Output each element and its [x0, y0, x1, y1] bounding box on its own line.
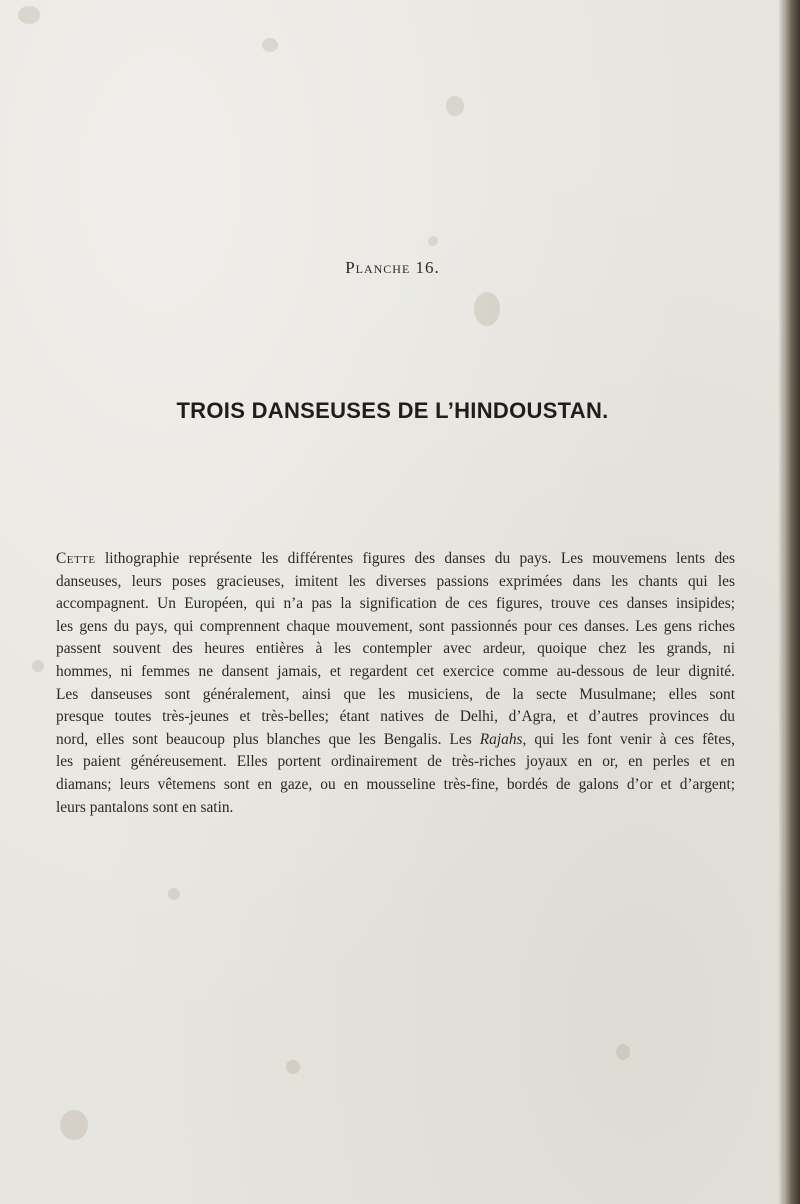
text-line: les paient généreusement. Elles portent ordinairement de très-riches joyaux en or, en perles et en	[56, 753, 735, 771]
italic-word: Rajahs	[479, 730, 523, 748]
body-paragraph	[56, 548, 735, 819]
text-line: les gens du pays, qui comprennent chaque mouvement, sont passionnés pour ces danses. Les gens riches	[56, 617, 735, 635]
foxing-spot	[428, 236, 438, 246]
foxing-spot	[60, 1110, 88, 1140]
text-line: presque toutes très-jeunes et très-belles; étant natives de Delhi, d’Agra, et d’autres provinces du	[56, 708, 735, 726]
text-line: passent souvent des heures entières à les contempler avec ardeur, quoique chez les grands, ni	[56, 640, 735, 658]
plate-label: Planche 16.	[345, 258, 440, 277]
foxing-spot	[474, 292, 500, 326]
text-line: Cette lithographie représente les différentes figures des danses du pays. Les mouvemens lents des	[56, 550, 735, 567]
foxing-spot	[32, 660, 44, 672]
text-line: nord, elles sont beaucoup plus blanches que les Bengalis. Les Rajahs, qui les font venir à ces fêtes,	[56, 730, 735, 748]
foxing-spot	[446, 96, 464, 116]
text-line: danseuses, leurs poses gracieuses, imitent les diverses passions exprimées dans les chants qui les	[56, 572, 735, 590]
page-edge-shadow	[784, 0, 800, 1204]
foxing-spot	[286, 1060, 300, 1074]
text-line: Les danseuses sont généralement, ainsi que les musiciens, de la secte Musulmane; elles sont	[56, 685, 735, 703]
foxing-spot	[616, 1044, 630, 1060]
text-line: accompagnent. Un Européen, qui n’a pas la signification de ces figures, trouve ces danses insipides;	[56, 595, 735, 613]
first-word: Cette	[56, 550, 96, 567]
page-title: TROIS DANSEUSES DE L’HINDOUSTAN.	[176, 398, 609, 423]
text-line: hommes, ni femmes ne dansent jamais, et regardent cet exercice comme au-dessous de leur dignité.	[56, 662, 735, 680]
foxing-spot	[168, 888, 180, 900]
foxing-spot	[262, 38, 278, 52]
foxing-spot	[18, 6, 40, 24]
text-line: leurs pantalons sont en satin.	[56, 798, 234, 816]
text-line: diamans; leurs vêtemens sont en gaze, ou en mousseline très-fine, bordés de galons d’or et d’argent;	[56, 775, 735, 793]
